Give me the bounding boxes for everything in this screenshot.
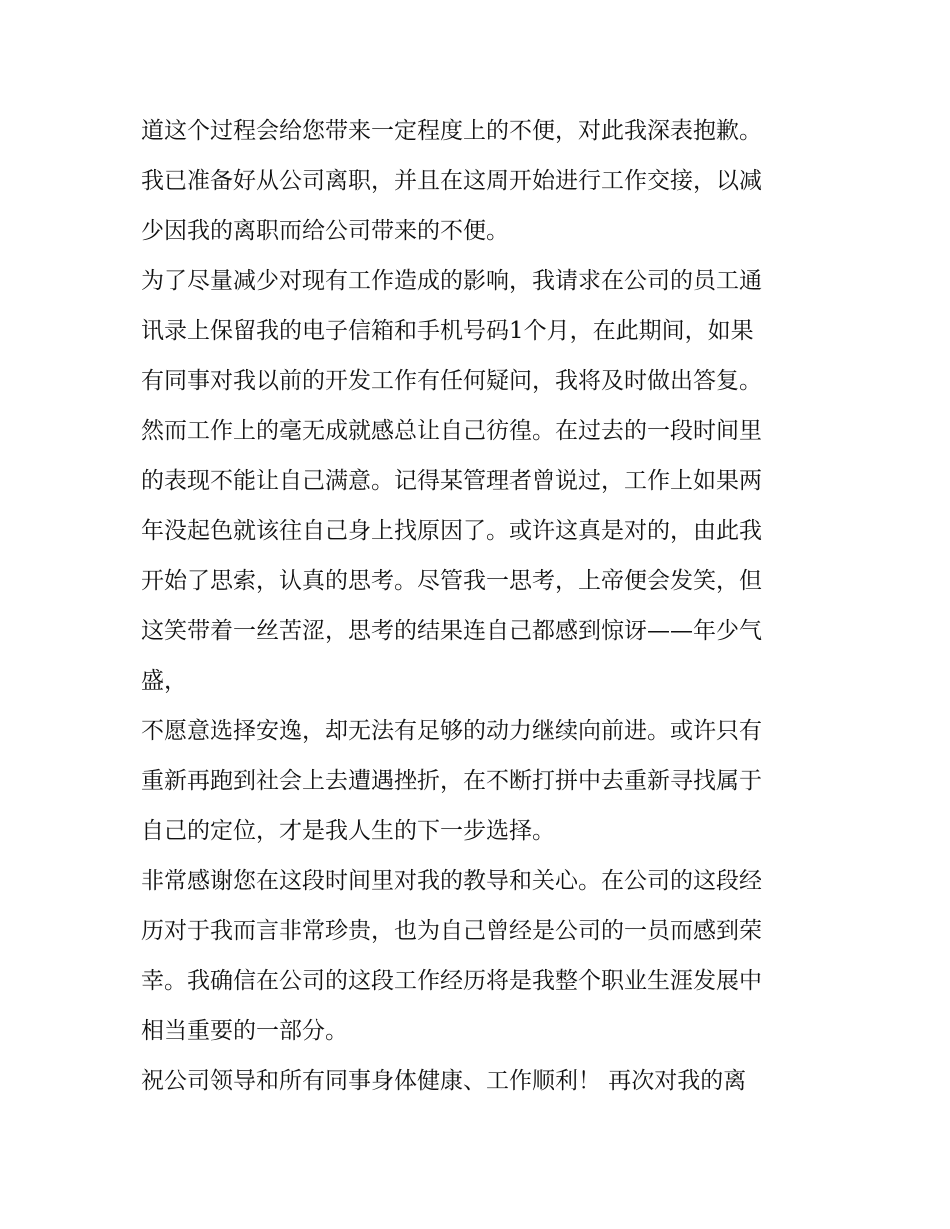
text-line: 开始了思索，认真的思考。尽管我一思考，上帝便会发笑，但 [141, 568, 762, 594]
text-line: 少因我的离职而给公司带来的不便。 [141, 218, 509, 244]
text-line: 非常感谢您在这段时间里对我的教导和关心。在公司的这段经 [141, 868, 762, 894]
text-line: 盛， [141, 668, 187, 694]
text-line: 道这个过程会给您带来一定程度上的不便，对此我深表抱歉。 [141, 118, 762, 144]
text-line: 幸。我确信在公司的这段工作经历将是我整个职业生涯发展中 [141, 968, 762, 994]
text-line: 讯录上保留我的电子信箱和手机号码1个月，在此期间，如果 [141, 318, 754, 344]
text-line: 有同事对我以前的开发工作有任何疑问，我将及时做出答复。 [141, 368, 762, 394]
letter-body [141, 106, 821, 1106]
text-line: 祝公司领导和所有同事身体健康、工作顺利！ 再次对我的离 [141, 1068, 747, 1094]
text-line: 然而工作上的毫无成就感总让自己彷徨。在过去的一段时间里 [141, 418, 762, 444]
text-line: 不愿意选择安逸，却无法有足够的动力继续向前进。或许只有 [141, 718, 762, 744]
text-line: 自己的定位，才是我人生的下一步选择。 [141, 818, 555, 844]
text-line: 年没起色就该往自己身上找原因了。或许这真是对的，由此我 [141, 518, 762, 544]
text-line: 历对于我而言非常珍贵，也为自己曾经是公司的一员而感到荣 [141, 918, 762, 944]
text-line: 重新再跑到社会上去遭遇挫折，在不断打拼中去重新寻找属于 [141, 768, 762, 794]
text-line: 的表现不能让自己满意。记得某管理者曾说过，工作上如果两 [141, 468, 762, 494]
text-line: 为了尽量减少对现有工作造成的影响，我请求在公司的员工通 [141, 268, 762, 294]
text-line: 我已准备好从公司离职，并且在这周开始进行工作交接，以减 [141, 168, 762, 194]
text-line: 相当重要的一部分。 [141, 1018, 348, 1044]
text-line: 这笑带着一丝苦涩，思考的结果连自己都感到惊讶——年少气 [141, 618, 762, 644]
